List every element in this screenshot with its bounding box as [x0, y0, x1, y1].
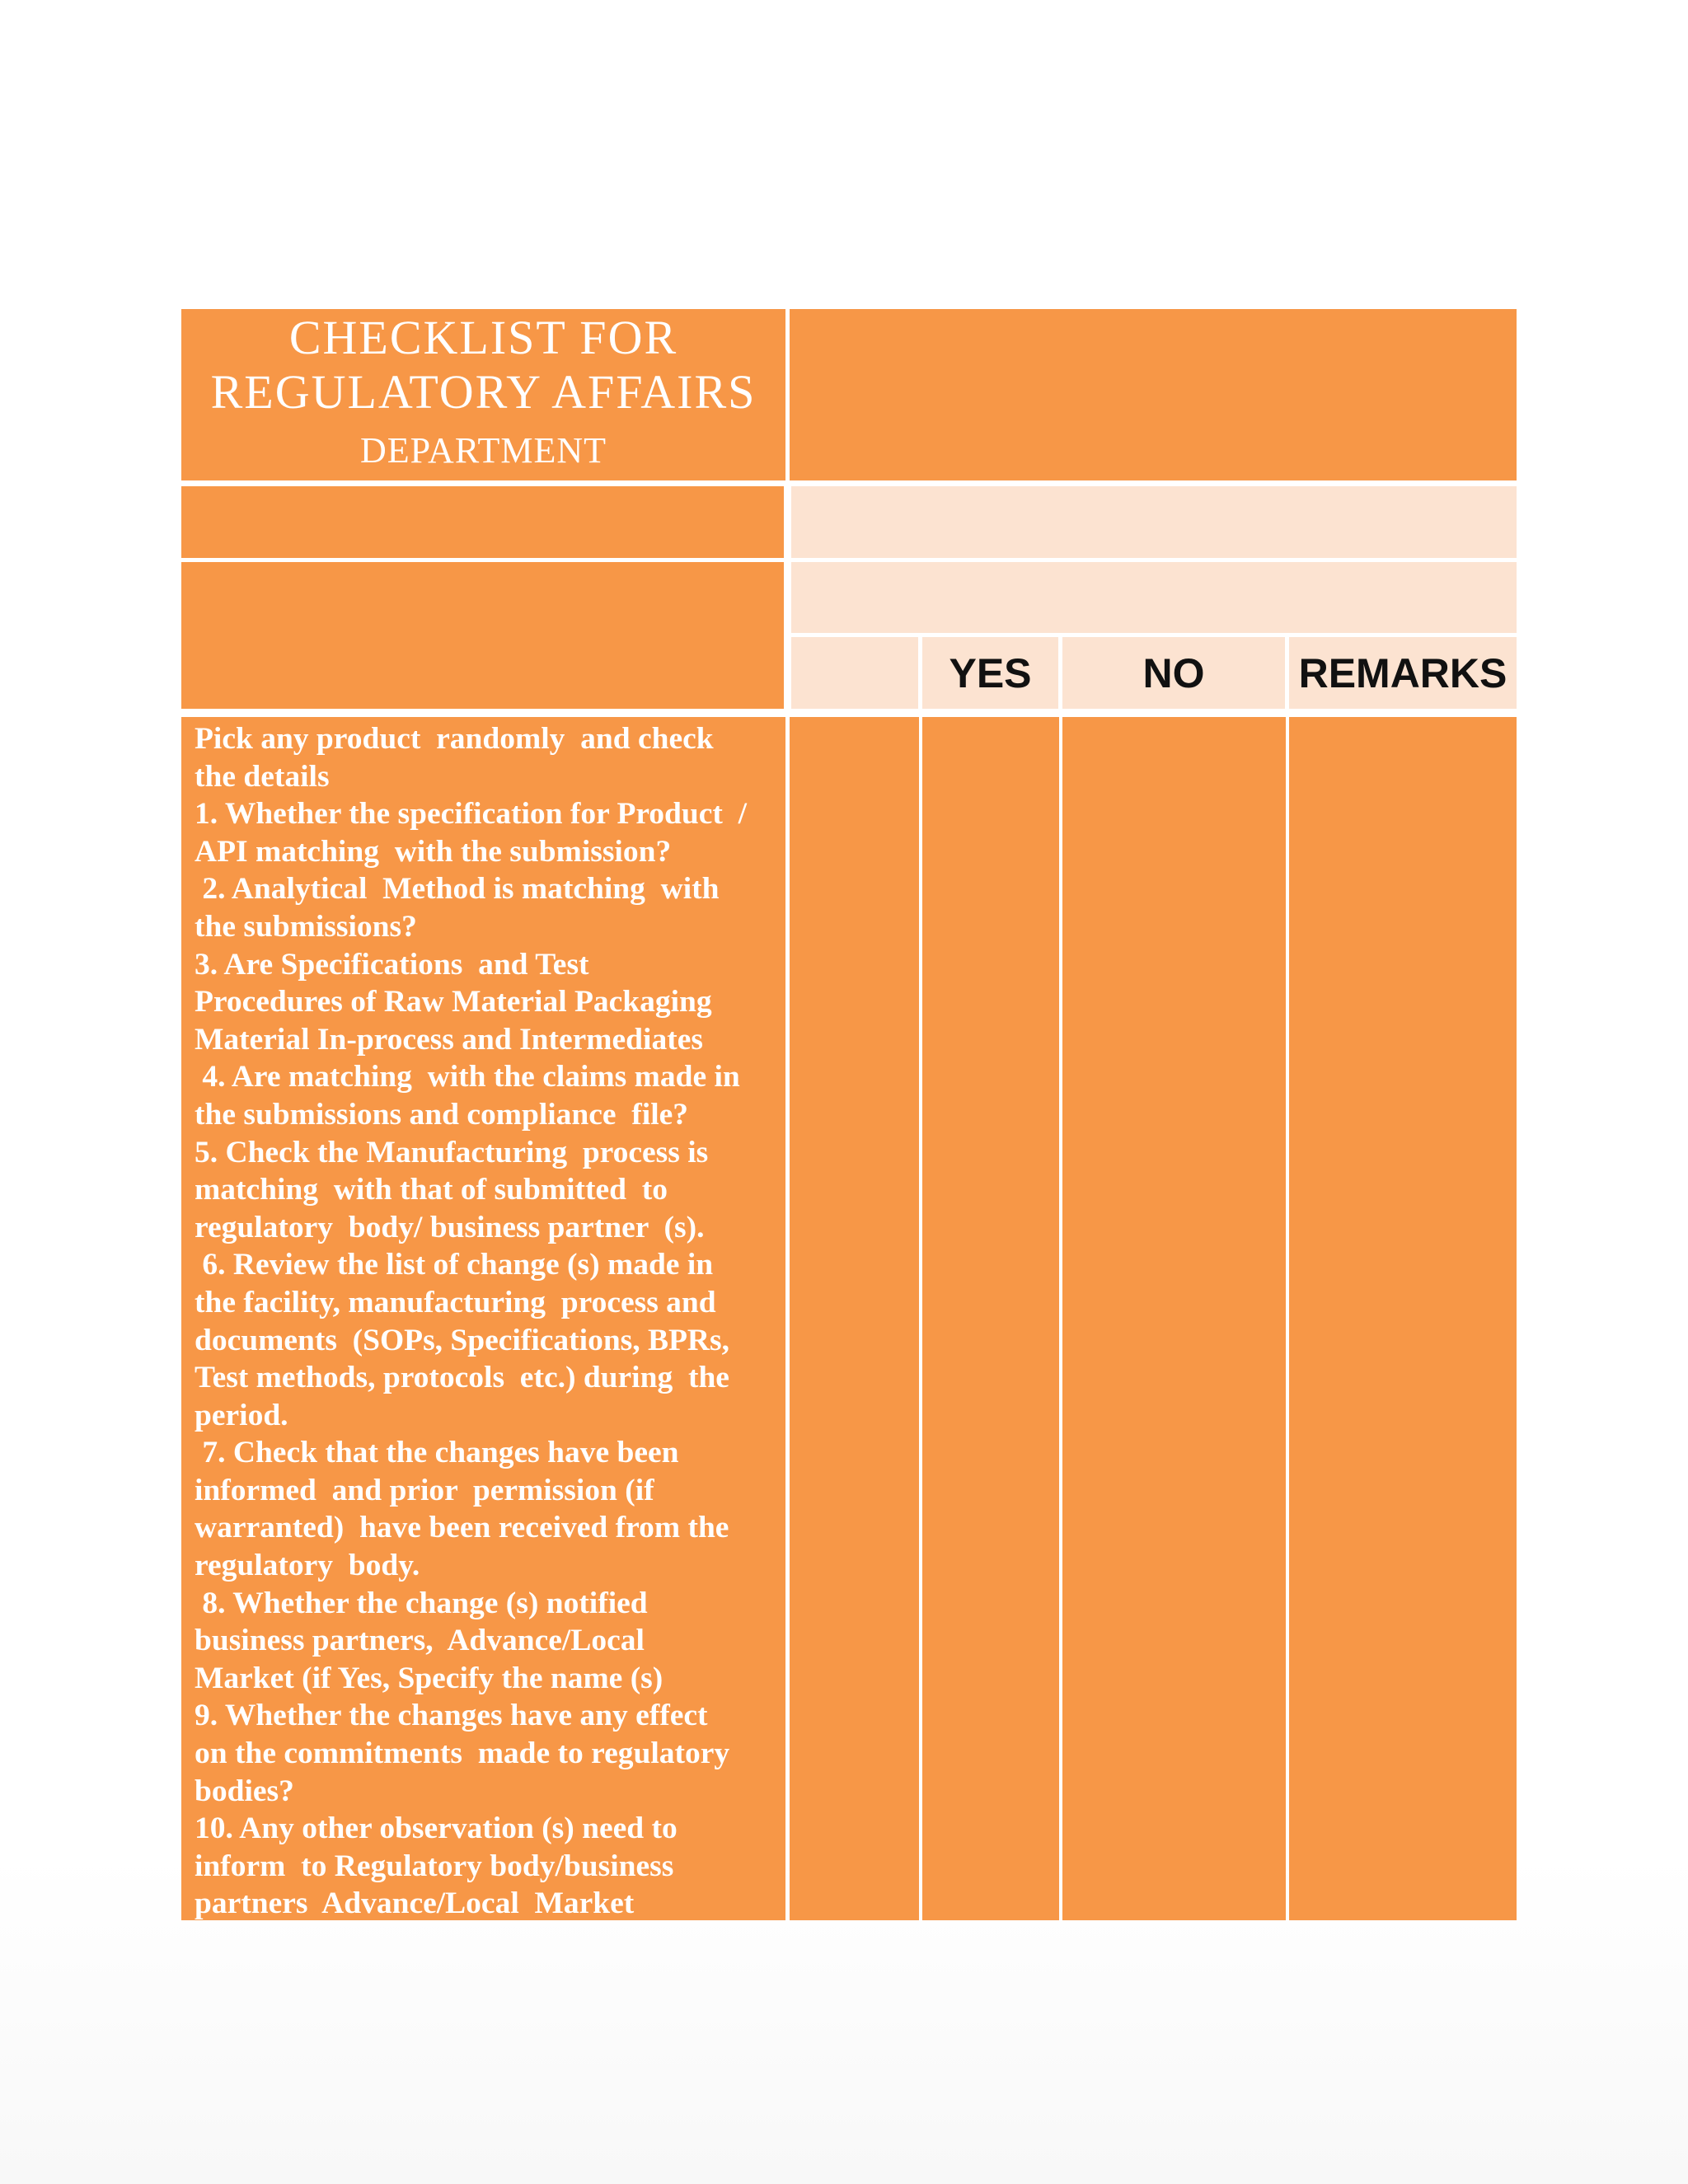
column-header-yes: YES: [922, 637, 1058, 709]
checklist-line: documents (SOPs, Specifications, BPRs,: [195, 1323, 729, 1357]
row2-right-cell: [791, 486, 1517, 558]
checklist-line: inform to Regulatory body/business: [195, 1849, 674, 1883]
checklist-line: API matching with the submission?: [195, 834, 672, 869]
checklist-line: the details: [195, 759, 330, 794]
checklist-line: regulatory body.: [195, 1549, 420, 1583]
checklist-line: Test methods, protocols etc.) during the: [195, 1361, 729, 1395]
checklist-line: matching with that of submitted to: [195, 1173, 668, 1207]
checklist-line: the submissions and compliance file?: [195, 1097, 689, 1132]
row2-left-cell: [181, 486, 784, 558]
checklist-line: the submissions?: [195, 909, 417, 944]
checklist-line: Market (if Yes, Specify the name (s): [195, 1661, 663, 1695]
title-cell: [181, 309, 785, 480]
answer-remarks-cell[interactable]: [1289, 717, 1517, 1920]
answer-no-cell[interactable]: [1062, 717, 1286, 1920]
checklist-line: the facility, manufacturing process and: [195, 1285, 716, 1319]
checklist-line: 8. Whether the change (s) notified: [195, 1586, 648, 1620]
checklist-line: Procedures of Raw Material Packaging: [195, 985, 712, 1019]
row3-right-top-cell: [791, 562, 1517, 633]
checklist-line: warranted) have been received from the: [195, 1511, 729, 1545]
answer-yes-cell[interactable]: [922, 717, 1059, 1920]
page-title-line-2: REGULATORY AFFAIRS: [210, 365, 757, 419]
checklist-line: 5. Check the Manufacturing process is: [195, 1135, 709, 1169]
checklist-items-cell: [181, 717, 785, 1920]
checklist-line: 3. Are Specifications and Test: [195, 947, 589, 982]
checklist-line: informed and prior permission (if: [195, 1473, 654, 1507]
title-right-cell: [790, 309, 1517, 480]
checklist-line: 2. Analytical Method is matching with: [195, 872, 720, 907]
checklist-line: business partners, Advance/Local: [195, 1624, 645, 1658]
answer-blank-cell: [790, 717, 919, 1920]
checklist-line: bodies?: [195, 1774, 294, 1808]
checklist-line: on the commitments made to regulatory: [195, 1736, 730, 1771]
checklist-line: Pick any product randomly and check: [195, 722, 714, 756]
checklist-line: 6. Review the list of change (s) made in: [195, 1248, 714, 1282]
row3-left-cell: [181, 562, 784, 709]
checklist-line: period.: [195, 1398, 288, 1432]
checklist-line: 4. Are matching with the claims made in: [195, 1060, 740, 1094]
checklist-line: partners Advance/Local Market: [195, 1886, 635, 1921]
checklist-line: 9. Whether the changes have any effect: [195, 1699, 708, 1733]
page-title-line-3: DEPARTMENT: [359, 430, 607, 471]
page-title-line-1: CHECKLIST FOR: [288, 311, 678, 364]
column-header-no: NO: [1062, 637, 1285, 709]
checklist-line: regulatory body/ business partner (s).: [195, 1210, 705, 1244]
header-blank-cell: [791, 637, 918, 709]
checklist-line: Material In-process and Intermediates: [195, 1022, 703, 1057]
checklist-line: 10. Any other observation (s) need to: [195, 1811, 678, 1846]
checklist-line: 1. Whether the specification for Product /: [195, 797, 748, 832]
column-header-remarks: REMARKS: [1289, 637, 1517, 709]
checklist-line: 7. Check that the changes have been: [195, 1436, 679, 1470]
